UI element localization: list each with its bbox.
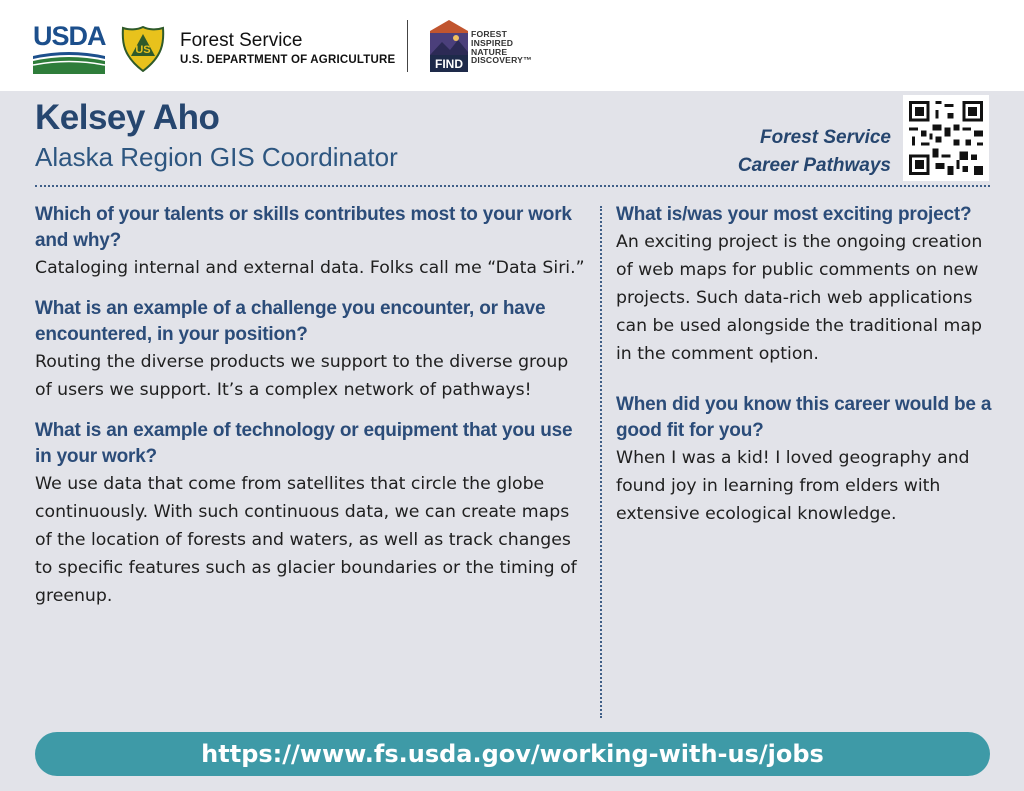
find-wordmark bbox=[471, 30, 532, 65]
profile-name: Kelsey Aho bbox=[35, 98, 220, 137]
header-divider bbox=[407, 20, 408, 72]
footer-url-bar bbox=[35, 732, 990, 776]
profile-role: Alaska Region GIS Coordinator bbox=[35, 142, 398, 172]
find-logo-text: FIND bbox=[435, 57, 463, 71]
forest-service-wordmark bbox=[180, 30, 395, 68]
answer: When I was a kid! I loved geography and found joy in learning from elders with extensive ecological knowledge. bbox=[616, 448, 970, 524]
shield-letters: US bbox=[135, 44, 151, 56]
usda-hills-icon bbox=[33, 50, 105, 74]
pathways-line-1: Forest Service bbox=[760, 127, 891, 148]
answer: Routing the diverse products we support to the diverse group of users we support. It’s a complex network of pathways! bbox=[35, 352, 569, 400]
question: What is an example of a challenge you encounter, or have encountered, in your position? bbox=[35, 298, 546, 345]
qr-code-icon[interactable] bbox=[903, 95, 989, 181]
forest-service-name: Forest Service bbox=[180, 30, 303, 51]
left-column bbox=[35, 202, 585, 610]
pathways-line-2: Career Pathways bbox=[737, 155, 891, 176]
department-name: U.S. DEPARTMENT OF AGRICULTURE bbox=[180, 54, 396, 66]
question: When did you know this career would be a good fit for you? bbox=[616, 394, 992, 441]
header-bar bbox=[0, 0, 1024, 91]
career-pathways-label bbox=[738, 124, 891, 180]
find-logo-icon bbox=[430, 20, 468, 72]
jobs-url-link[interactable]: https://www.fs.usda.gov/working-with-us/jobs bbox=[201, 740, 824, 768]
usda-logo-text: USDA bbox=[33, 21, 106, 51]
right-column bbox=[616, 202, 996, 528]
answer: We use data that come from satellites that circle the globe continuously. With such continuous data, we can create maps of the location of forests and waters, as well as track changes to specific features such as glacier boundaries or the timing of greenup. bbox=[35, 474, 577, 606]
question: Which of your talents or skills contributes most to your work and why? bbox=[35, 204, 572, 251]
answer: Cataloging internal and external data. Folks call me “Data Siri.” bbox=[35, 258, 585, 278]
forest-service-shield-icon bbox=[121, 26, 165, 72]
usda-logo bbox=[33, 22, 105, 74]
find-line: DISCOVERY™ bbox=[471, 55, 532, 66]
find-line: INSPIRED bbox=[471, 37, 514, 48]
answer: An exciting project is the ongoing creation of web maps for public comments on new projects. Such data-rich web applications can be used alongside the traditional map in the comment option. bbox=[616, 232, 983, 364]
find-line: FOREST bbox=[471, 29, 508, 39]
question: What is/was your most exciting project? bbox=[616, 204, 972, 225]
header-divider-dotted bbox=[35, 185, 990, 187]
find-line: NATURE bbox=[471, 46, 508, 57]
column-divider-dotted bbox=[600, 206, 602, 718]
question: What is an example of technology or equipment that you use in your work? bbox=[35, 420, 573, 467]
